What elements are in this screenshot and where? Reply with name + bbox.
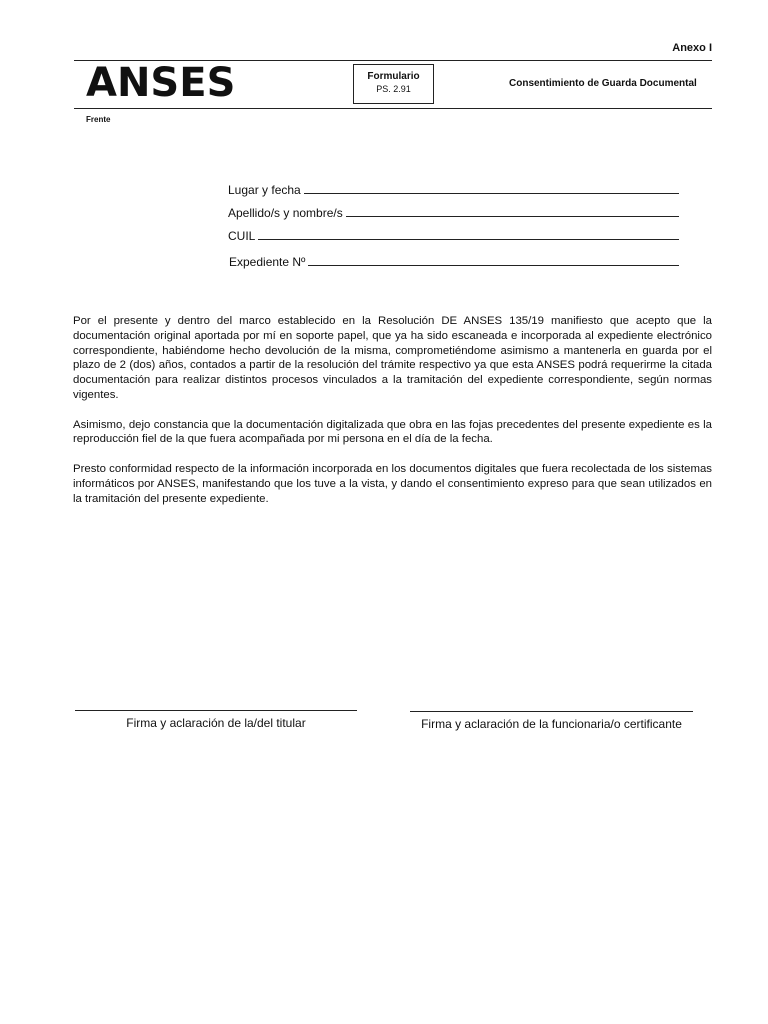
consent-body bbox=[73, 314, 712, 521]
annex-label: Anexo I bbox=[672, 42, 712, 54]
anses-logo: ANSES bbox=[86, 60, 236, 106]
form-label: Formulario bbox=[367, 71, 420, 82]
field-label: Expediente Nº bbox=[229, 255, 306, 269]
signature-official[interactable] bbox=[410, 711, 693, 731]
form-code-box bbox=[353, 64, 434, 104]
fill-line[interactable] bbox=[304, 192, 679, 194]
fill-line[interactable] bbox=[258, 238, 679, 240]
signature-label: Firma y aclaración de la funcionaria/o certificante bbox=[421, 717, 682, 731]
signature-line[interactable] bbox=[410, 711, 693, 712]
signature-holder[interactable] bbox=[75, 710, 357, 730]
field-expediente[interactable] bbox=[229, 255, 679, 269]
consent-paragraph: Por el presente y dentro del marco establecido en la Resolución DE ANSES 135/19 manifiesto que acepto que la documentación original aportada por mí en soporte papel, que ya ha sido escaneada e incorporada al expediente electrónico correspondiente, habiéndome hecho devolución de la misma, comprometiéndome asimismo a mantenerla en guarda por el plazo de 2 (dos) años, contados a partir de la resolución del trámite respectivo ya que esta ANSES podrá requerirme la citada documentación para realizar distintos procesos vinculados a la tramitación del expediente correspondiente, según normas vigentes. bbox=[73, 315, 712, 401]
field-label: Lugar y fecha bbox=[228, 183, 301, 197]
fill-line[interactable] bbox=[346, 215, 679, 217]
signature-line[interactable] bbox=[75, 710, 357, 711]
field-label: Apellido/s y nombre/s bbox=[228, 206, 343, 220]
form-code: PS. 2.91 bbox=[376, 84, 411, 94]
signature-label: Firma y aclaración de la/del titular bbox=[126, 716, 306, 730]
fill-line[interactable] bbox=[308, 264, 679, 266]
header-bottom-rule bbox=[74, 108, 712, 109]
field-cuil[interactable] bbox=[228, 229, 679, 243]
page-side-label: Frente bbox=[86, 115, 111, 124]
document-title: Consentimiento de Guarda Documental bbox=[509, 78, 697, 89]
consent-paragraph: Asimismo, dejo constancia que la documentación digitalizada que obra en las fojas precedentes del presente expediente es la reproducción fiel de la que fuera acompañada por mi persona en el día de la fecha. bbox=[73, 418, 712, 446]
field-label: CUIL bbox=[228, 229, 256, 243]
field-apellido-nombre[interactable] bbox=[228, 206, 679, 220]
field-lugar-fecha[interactable] bbox=[228, 183, 679, 197]
consent-paragraph: Presto conformidad respecto de la información incorporada en los documentos digitales que fuera recolectada de los sistemas informáticos por ANSES, manifestando que los tuve a la vista, y dando el consentimiento expreso para que sean utilizados en la tramitación del presente expediente. bbox=[73, 462, 712, 505]
